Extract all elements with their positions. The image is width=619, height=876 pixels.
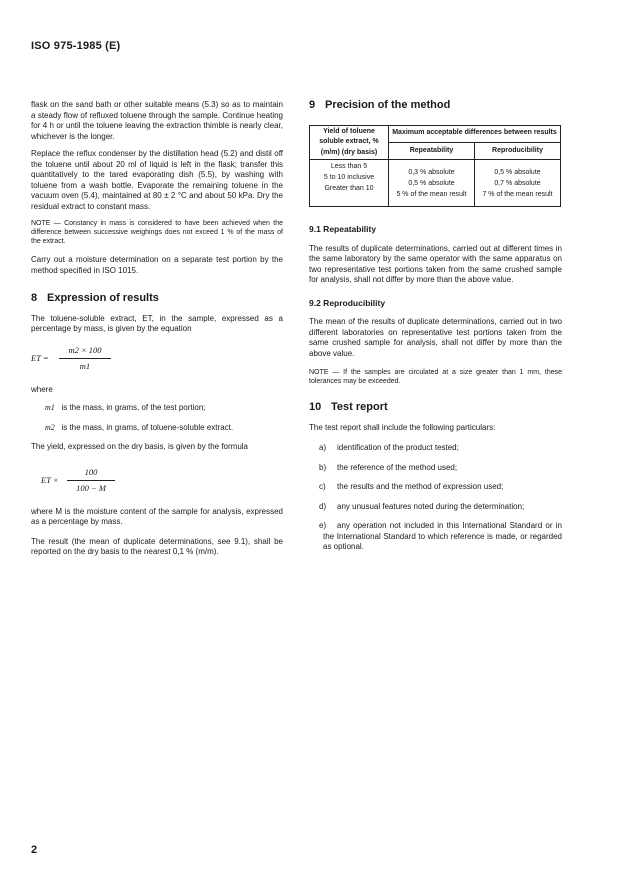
equation-denominator: 100 − M bbox=[76, 482, 106, 493]
section-number: 8 bbox=[31, 292, 38, 304]
report-items-list bbox=[309, 443, 562, 553]
list-item-text: any operation not included in this International Standard or in the International Standard to which reference is made, or regarded as optional. bbox=[323, 521, 562, 551]
list-item bbox=[309, 463, 562, 474]
table-header: Yield of toluene soluble extract, % (m/m) (dry basis) bbox=[310, 125, 389, 160]
equation-lhs: ET × bbox=[41, 474, 59, 485]
paragraph: flask on the sand bath or other suitable means (5.3) so as to maintain a steady flow of refluxed toluene through the sample. Continue heating for 4 h or until the toluene leaving the extraction thimble is nearly clear, whichever is the longer. bbox=[31, 100, 283, 141]
paragraph: Replace the reflux condenser by the distillation head (5.2) and distil off the toluene until about 20 ml of liquid is left in the flask; transfer this quantitatively to the tared evaporating dish (5.5), by washing with toluene from a wash bottle. Evaporate the remaining toluene in the vacuum oven (5.4), maintained at 80 ± 2 °C and about 50 kPa. Dry the residual extract to constant mass. bbox=[31, 149, 283, 211]
equation-numerator: 100 bbox=[84, 466, 98, 477]
table-cell: 7 % of the mean result bbox=[482, 190, 553, 198]
symbol: m1 bbox=[45, 403, 55, 412]
list-item-text: identification of the product tested; bbox=[337, 443, 459, 452]
right-column bbox=[309, 100, 562, 562]
definition bbox=[31, 403, 283, 414]
section-number: 10 bbox=[309, 401, 322, 413]
left-column bbox=[31, 100, 283, 558]
subsection-heading: 9.2 Reproducibility bbox=[309, 297, 386, 308]
list-item-label: a) bbox=[319, 443, 327, 452]
table-cell: 5 to 10 inclusive bbox=[323, 174, 375, 181]
precision-table bbox=[309, 125, 561, 208]
list-item bbox=[309, 482, 562, 493]
section-heading bbox=[31, 293, 283, 304]
table-header: Maximum acceptable differences between results bbox=[389, 125, 561, 142]
table-cell: 0,7 % absolute bbox=[494, 179, 541, 187]
section-heading bbox=[309, 402, 562, 413]
table-cell: 0,5 % absolute bbox=[494, 168, 541, 176]
list-item bbox=[309, 443, 562, 454]
definition-text: is the mass, in grams, of toluene-soluble extract. bbox=[61, 422, 234, 432]
list-item bbox=[309, 502, 562, 513]
paragraph: The toluene-soluble extract, ET, in the sample, expressed as a percentage by mass, is given by the equation bbox=[31, 313, 283, 333]
fraction-bar bbox=[67, 480, 115, 481]
list-item-label: c) bbox=[319, 482, 326, 491]
paragraph: The result (the mean of duplicate determinations, see 9.1), shall be reported on the dry basis to the nearest 0,1 % (m/m). bbox=[31, 536, 283, 556]
list-item-text: the reference of the method used; bbox=[337, 462, 458, 472]
equation bbox=[31, 343, 283, 379]
document-id: ISO 975-1985 (E) bbox=[31, 40, 121, 52]
page-number: 2 bbox=[31, 844, 38, 856]
equation-numerator: m2 × 100 bbox=[68, 344, 102, 355]
table-cell: 0,3 % absolute bbox=[408, 168, 455, 176]
paragraph: The mean of the results of duplicate determinations, carried out in two different laboratories on representative test portions taken from the same crushed sample for analysis, shall not differ by more than the above value. bbox=[309, 317, 562, 358]
paragraph: where bbox=[31, 384, 53, 394]
list-item-text: the results and the method of expression used; bbox=[337, 482, 504, 491]
table-cell: 5 % of the mean result bbox=[396, 190, 467, 198]
note: NOTE — If the samples are circulated at a size greater than 1 mm, these tolerances may be exceeded. bbox=[309, 369, 562, 385]
table-row bbox=[310, 160, 561, 207]
symbol: m2 bbox=[45, 422, 55, 432]
subsection-heading: 9.1 Repeatability bbox=[309, 224, 377, 234]
equation-lhs: ET = bbox=[31, 352, 49, 363]
paragraph: The test report shall include the following particulars: bbox=[309, 422, 496, 432]
paragraph: where M is the moisture content of the sample for analysis, expressed as a percentage by mass. bbox=[31, 506, 283, 526]
table-header: Repeatability bbox=[389, 142, 475, 159]
list-item-label: d) bbox=[319, 501, 327, 511]
list-item bbox=[309, 521, 562, 553]
paragraph: Carry out a moisture determination on a separate test portion by the method specified in ISO 1015. bbox=[31, 255, 283, 275]
equation-denominator: m1 bbox=[79, 360, 91, 371]
section-title: Expression of results bbox=[47, 292, 159, 304]
section-heading bbox=[309, 100, 562, 111]
list-item-label: e) bbox=[319, 521, 327, 530]
table-cell: Greater than 10 bbox=[324, 185, 374, 192]
table-header: Reproducibility bbox=[475, 142, 561, 159]
section-title: Precision of the method bbox=[325, 99, 451, 111]
definition bbox=[31, 423, 283, 434]
list-item-label: b) bbox=[319, 462, 327, 472]
table-cell: Less than 5 bbox=[330, 163, 368, 170]
list-item-text: any unusual features noted during the determination; bbox=[337, 501, 525, 511]
fraction-bar bbox=[59, 358, 111, 359]
paragraph: The results of duplicate determinations, carried out at different times in the same laboratory by the same operator with the same apparatus on two representative test portions taken from the same crushed sample for analysis, shall not differ by more than the above value. bbox=[309, 243, 562, 284]
section-number: 9 bbox=[309, 99, 316, 111]
note: NOTE — Constancy in mass is considered to have been achieved when the difference between successive weighings does not exceed 1 % of the mass of the extract. bbox=[31, 220, 283, 245]
definition-text: is the mass, in grams, of the test portion; bbox=[61, 403, 206, 412]
equation bbox=[31, 465, 283, 501]
table-cell: 0,5 % absolute bbox=[408, 179, 455, 187]
section-title: Test report bbox=[331, 401, 388, 413]
paragraph: The yield, expressed on the dry basis, is given by the formula bbox=[31, 442, 248, 451]
